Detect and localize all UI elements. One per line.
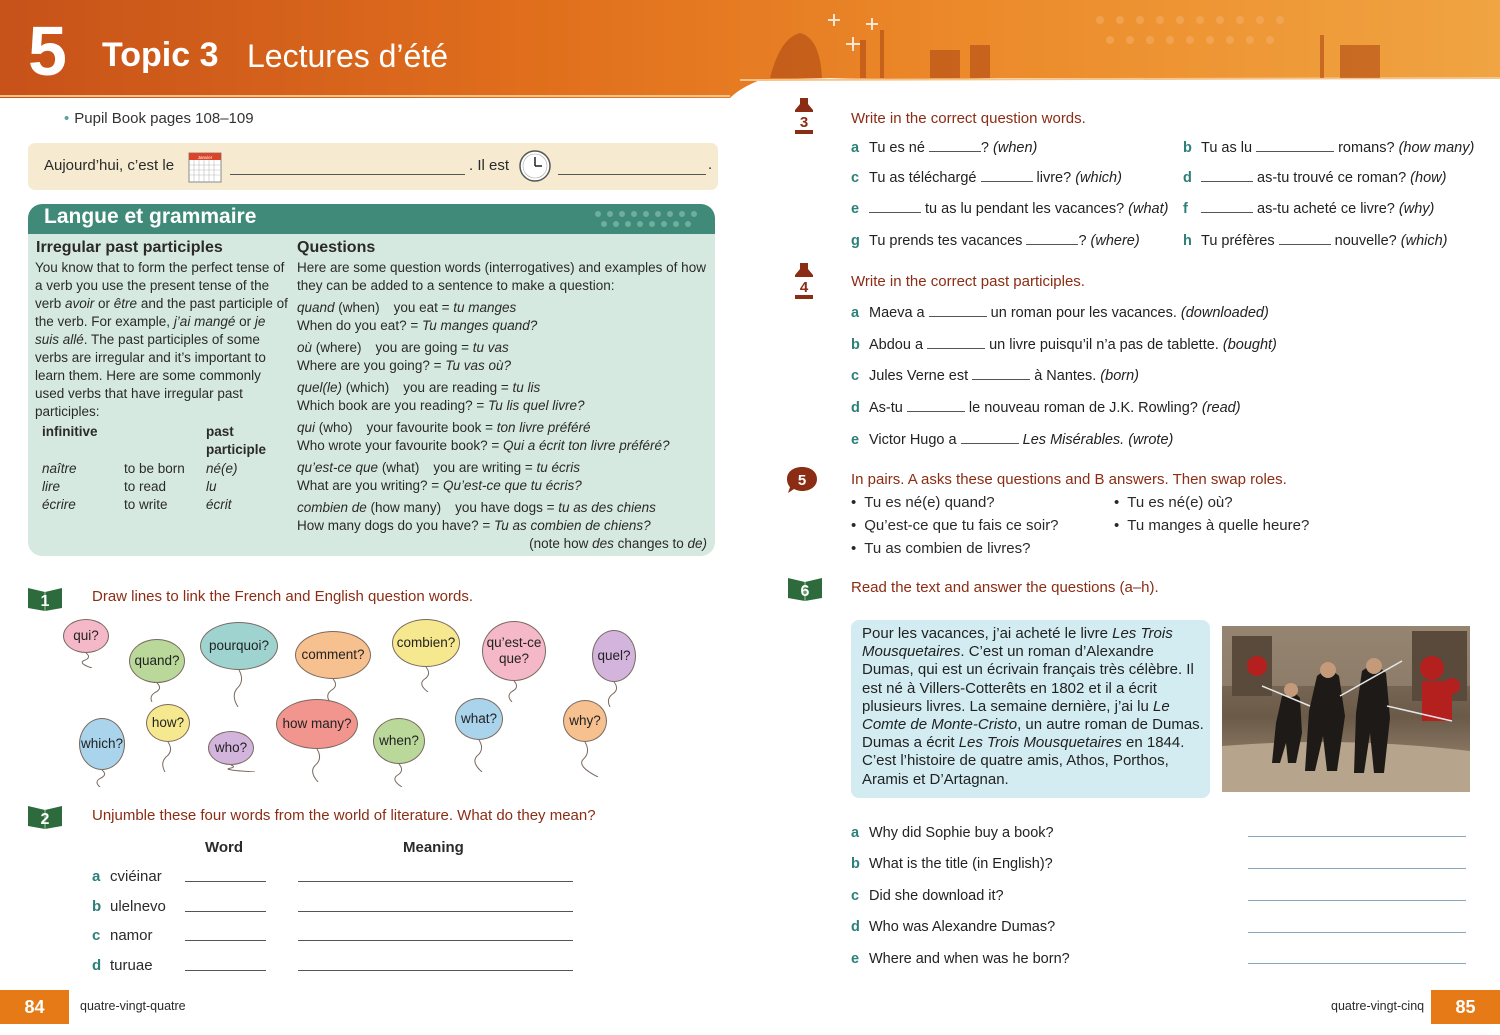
- page-number-right: 85: [1431, 990, 1500, 1024]
- question-word-balloon[interactable]: quand?: [129, 639, 185, 683]
- answer-blank[interactable]: [869, 201, 921, 213]
- question-word-balloon[interactable]: which?: [79, 718, 125, 770]
- answer-blank[interactable]: [929, 305, 987, 317]
- list-item: d As-tu le nouveau roman de J.K. Rowling? (read): [851, 400, 1241, 416]
- page-word-right: quatre-vingt-cinq: [1331, 999, 1425, 1013]
- question-example: quand (when) you eat = tu manges When do you eat? = Tu manges quand?: [297, 300, 538, 333]
- book-icon: [26, 584, 64, 612]
- list-item: c namor: [92, 927, 153, 944]
- questions-intro: Here are some question words (interrogatives) and examples of how they can be added to a sentence to make a question:: [297, 260, 706, 293]
- meaning-answer-line[interactable]: [298, 881, 573, 882]
- reading-text: Pour les vacances, j’ai acheté le livre Les Trois Mousquetaires. C’est un roman d’Alexandre Dumas, qui est un écrivain français très célèbre. Il est né à Villers-Cotterêts en 1802 et il a écrit plusieurs livres. La semaine dernière, j’ai lu Le Comte de Monte-Cristo, un autre roman de Dumas. Dumas a écrit Les Trois Mousquetaires en 1844. C’est l’histoire de quatre amis, Athos, Porthos, Aramis et D’Artagnan.: [862, 625, 1204, 788]
- page-word-left: quatre-vingt-quatre: [80, 999, 186, 1013]
- question-example: qui (who) your favourite book = ton livre préféré Who wrote your favourite book? = Qui a écrit ton livre préféré?: [297, 420, 670, 453]
- date-bar-end: .: [708, 156, 713, 173]
- table-header-participle: participle: [206, 442, 267, 457]
- exercise-number: 3: [799, 114, 809, 131]
- irregular-text: You know that to form the perfect tense of a verb you use the present tense of the verb avoir or être and the past participle of the verb. For example, j’ai mangé or je suis allé. The past participles of some verbs are irregular and it’s important to learn them. Here are some commonly used verbs that have irregular past participles:: [35, 260, 288, 419]
- question-example: combien de (how many) you have dogs = tu as des chiens How many dogs do you have? = Tu as combien de chiens?: [297, 500, 656, 533]
- list-item: b Abdou a un livre puisqu’il n’a pas de tablette. (bought): [851, 337, 1277, 353]
- table-cell: naître: [42, 461, 77, 476]
- questions-text: [297, 259, 707, 553]
- list-item: • Tu es né(e) quand?: [851, 494, 995, 511]
- list-item: • Qu’est-ce que tu fais ce soir?: [851, 517, 1059, 534]
- exercise-number: 1: [40, 593, 50, 610]
- list-item: c Jules Verne est à Nantes. (born): [851, 368, 1139, 384]
- date-label: Aujourd’hui, c’est le: [44, 157, 175, 174]
- answer-line[interactable]: [1248, 963, 1466, 964]
- exercise-6-instruction: Read the text and answer the questions (a–h).: [851, 579, 1159, 596]
- topic-label: Topic 3: [102, 36, 219, 74]
- list-item: c Did she download it?: [851, 888, 1004, 904]
- musketeers-film-photo: [1222, 626, 1470, 792]
- question-word-balloon[interactable]: combien?: [392, 619, 460, 667]
- irregular-heading: Irregular past participles: [36, 239, 223, 256]
- reading-text-box: [851, 620, 1210, 798]
- answer-blank[interactable]: [1201, 170, 1253, 182]
- exercise-1-instruction: Draw lines to link the French and English question words.: [92, 588, 474, 605]
- answer-blank[interactable]: [907, 400, 965, 412]
- exercise-3-instruction: Write in the correct question words.: [851, 110, 1086, 127]
- list-item: d Who was Alexandre Dumas?: [851, 919, 1056, 935]
- list-item: b Tu as lu romans? (how many): [1183, 140, 1475, 156]
- balloon-string: [600, 680, 624, 707]
- balloon-string: [575, 740, 608, 777]
- questions-note: (note how des changes to de): [529, 536, 707, 551]
- word-answer-line[interactable]: [185, 970, 266, 971]
- header-banner-graphic: [0, 0, 1500, 100]
- word-answer-line[interactable]: [185, 940, 266, 941]
- question-example: qu’est-ce que (what) you are writing = tu écris What are you writing? = Qu’est-ce que tu écris?: [297, 460, 582, 493]
- book-icon: [26, 802, 64, 830]
- list-item: a cviéinar: [92, 868, 162, 885]
- answer-blank[interactable]: [1279, 233, 1331, 245]
- list-item: b What is the title (in English)?: [851, 856, 1053, 872]
- date-bar: [28, 143, 718, 190]
- meaning-answer-line[interactable]: [298, 911, 573, 912]
- speech-bubble-icon: [786, 466, 818, 494]
- word-answer-line[interactable]: [185, 881, 266, 882]
- time-label: . Il est: [469, 157, 510, 174]
- table-cell: to read: [124, 479, 167, 494]
- balloon-string: [389, 762, 412, 787]
- page-number-left: 84: [0, 990, 69, 1024]
- balloon-string: [502, 679, 524, 702]
- exercise-number: 2: [40, 811, 50, 828]
- book-icon: [786, 574, 824, 602]
- balloon-string: [320, 677, 343, 702]
- list-item: a Why did Sophie buy a book?: [851, 825, 1054, 841]
- table-cell: né(e): [206, 461, 238, 476]
- answer-blank[interactable]: [1256, 140, 1334, 152]
- questions-heading: Questions: [297, 239, 376, 256]
- list-item: b ulelnevo: [92, 898, 166, 915]
- bullet-icon: •: [64, 110, 70, 127]
- answer-line[interactable]: [1248, 900, 1466, 901]
- list-item: e Where and when was he born?: [851, 951, 1070, 967]
- answer-blank[interactable]: [981, 170, 1033, 182]
- list-item: c Tu as téléchargé livre? (which): [851, 170, 1122, 186]
- table-header-infinitive: infinitive: [42, 424, 98, 439]
- grammar-banner: [28, 204, 715, 234]
- exercise-2-instruction: Unjumble these four words from the world of literature. What do they mean?: [92, 807, 596, 824]
- question-example: où (where) you are going = tu vas Where are you going? = Tu vas où?: [297, 340, 512, 373]
- balloon-string: [307, 747, 328, 782]
- dot-pattern-icon: [588, 206, 708, 232]
- list-item: • Tu es né(e) où?: [1114, 494, 1233, 511]
- column-header-word: Word: [205, 839, 244, 856]
- calendar-month: Janvier: [197, 155, 213, 160]
- list-item: f as-tu acheté ce livre? (why): [1183, 201, 1435, 217]
- table-cell: to be born: [124, 461, 185, 476]
- answer-blank[interactable]: [1201, 201, 1253, 213]
- question-word-balloon[interactable]: quel?: [592, 630, 636, 682]
- clock-icon: [518, 149, 552, 183]
- question-word-balloon[interactable]: comment?: [295, 631, 371, 679]
- question-word-balloon[interactable]: how?: [146, 704, 190, 742]
- balloon-string: [469, 738, 492, 772]
- question-word-balloon[interactable]: qui?: [63, 619, 109, 653]
- balloon-string: [416, 665, 438, 692]
- list-item: a Maeva a un roman pour les vacances. (downloaded): [851, 305, 1269, 321]
- answer-blank[interactable]: [972, 368, 1030, 380]
- grammar-title: Langue et grammaire: [44, 205, 257, 228]
- list-item: h Tu préfères nouvelle? (which): [1183, 233, 1448, 249]
- date-answer-line[interactable]: [230, 174, 465, 175]
- grammar-box: [28, 204, 715, 556]
- bottle-icon: [793, 96, 815, 136]
- question-word-balloon[interactable]: how many?: [276, 699, 358, 749]
- column-header-meaning: Meaning: [403, 839, 464, 856]
- word-answer-line[interactable]: [185, 911, 266, 912]
- time-answer-line[interactable]: [558, 174, 706, 175]
- question-word-balloon[interactable]: pourquoi?: [200, 622, 278, 670]
- question-example: quel(le) (which) you are reading = tu lis Which book are you reading? = Tu lis quel livre?: [297, 380, 585, 413]
- table-header-past: past: [206, 424, 234, 439]
- meaning-answer-line[interactable]: [298, 940, 573, 941]
- answer-blank[interactable]: [961, 432, 1019, 444]
- answer-blank[interactable]: [929, 140, 981, 152]
- question-word-balloon[interactable]: who?: [208, 731, 254, 765]
- table-cell: to write: [124, 497, 168, 512]
- table-cell: écrit: [206, 497, 232, 512]
- answer-blank[interactable]: [1026, 233, 1078, 245]
- pupil-book-reference: • Pupil Book pages 108–109: [64, 110, 254, 127]
- bottle-icon: [793, 261, 815, 301]
- unit-header: [0, 0, 1500, 100]
- list-item: a Tu es né ? (when): [851, 140, 1038, 156]
- list-item: • Tu as combien de livres?: [851, 540, 1030, 557]
- table-cell: écrire: [42, 497, 76, 512]
- list-item: d as-tu trouvé ce roman? (how): [1183, 170, 1447, 186]
- balloon-string: [76, 651, 102, 668]
- question-word-balloon[interactable]: what?: [455, 698, 503, 740]
- list-item: e tu as lu pendant les vacances? (what): [851, 201, 1169, 217]
- balloon-string: [90, 768, 112, 787]
- exercise-4-instruction: Write in the correct past participles.: [851, 273, 1085, 290]
- answer-line[interactable]: [1248, 868, 1466, 869]
- question-word-balloon[interactable]: qu’est-ce que?: [482, 621, 546, 681]
- unit-number: 5: [28, 12, 67, 90]
- meaning-answer-line[interactable]: [298, 970, 573, 971]
- list-item: d turuae: [92, 957, 153, 974]
- question-word-balloon[interactable]: when?: [373, 718, 425, 764]
- question-word-balloon[interactable]: why?: [563, 700, 607, 742]
- answer-blank[interactable]: [927, 337, 985, 349]
- exercise-number: 4: [799, 279, 809, 296]
- balloon-string: [155, 740, 178, 772]
- answer-line[interactable]: [1248, 836, 1466, 837]
- table-cell: lu: [206, 479, 217, 494]
- list-item: g Tu prends tes vacances ? (where): [851, 233, 1140, 249]
- table-cell: lire: [42, 479, 61, 494]
- answer-line[interactable]: [1248, 932, 1466, 933]
- calendar-icon: [188, 149, 222, 183]
- exercise-number: 6: [800, 583, 810, 600]
- topic-title: Lectures d’été: [247, 38, 449, 74]
- exercise-number: 5: [797, 472, 807, 489]
- exercise-5-instruction: In pairs. A asks these questions and B answers. Then swap roles.: [851, 471, 1287, 488]
- balloon-string: [142, 681, 167, 702]
- list-item: • Tu manges à quelle heure?: [1114, 517, 1309, 534]
- balloon-string: [228, 668, 249, 707]
- list-item: e Victor Hugo a Les Misérables. (wrote): [851, 432, 1174, 448]
